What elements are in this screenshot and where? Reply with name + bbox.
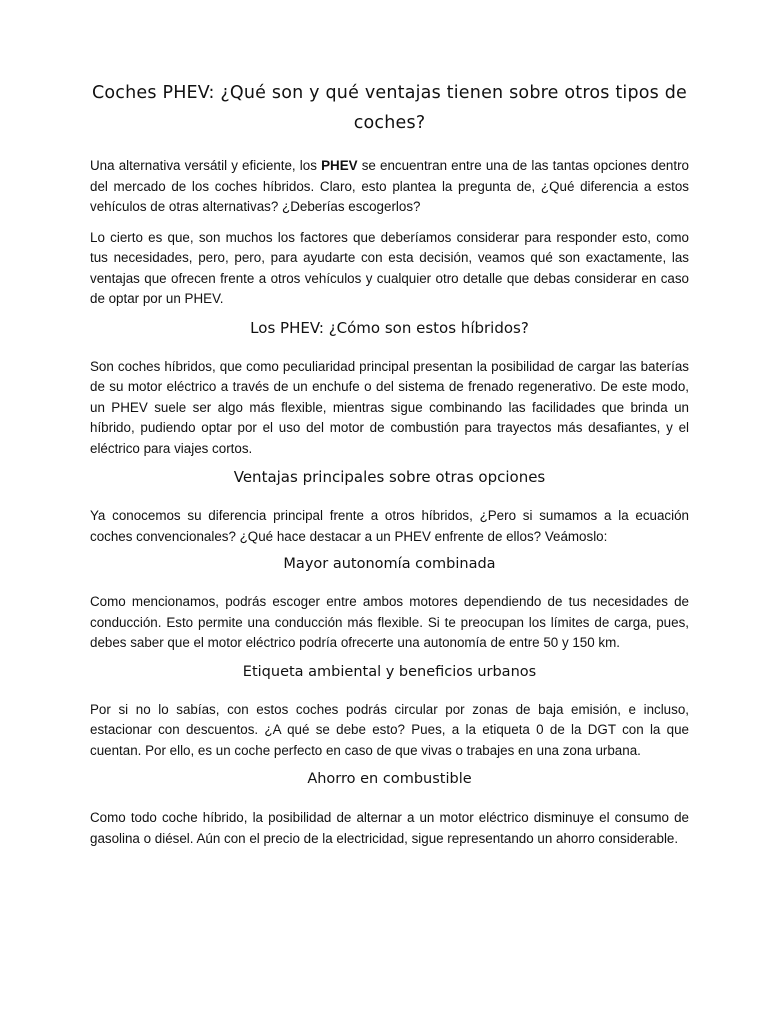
subsection-body-etiqueta: Por si no lo sabías, con estos coches podrás circular por zonas de baja emisión, e incluso, estacionar con descuentos. ¿A qué se debe esto? Pues, a la etiqueta 0 de la DGT con la que cuentan. Por ello, es un coche perfecto en caso de que vivas o trabajes en una zona urbana. (90, 701, 689, 758)
section-heading-ventajas: Ventajas principales sobre otras opciones (233, 468, 546, 486)
intro-text-start: Una alternativa versátil y eficiente, los (90, 158, 322, 173)
section-body-ventajas: Ya conocemos su diferencia principal frente a otros híbridos, ¿Pero si sumamos a la ecuación coches convencionales? ¿Qué hace destacar a un PHEV enfrente de ellos? Veámoslo: (90, 508, 689, 544)
document-title: Coches PHEV: ¿Qué son y qué ventajas tienen sobre otros tipos de coches? (91, 83, 688, 133)
section-body-los-phev: Son coches híbridos, que como peculiaridad principal presentan la posibilidad de cargar las baterías de su motor eléctrico a través de un enchufe o del sistema de frenado regenerativo. De este modo, un PHEV suele ser algo más flexible, mientras sigue combinando las facilidades que brinda un híbrido, pudiendo optar por el uso del motor de combustión para trayectos más desafiantes, y el eléctrico para viajes cortos. (90, 358, 689, 456)
subsection-body-autonomia: Como mencionamos, podrás escoger entre ambos motores dependiendo de tus necesidades de conducción. Esto permite una conducción más flexible. Si te preocupan los límites de carga, pues, debes saber que el motor eléctrico podría ofrecerte una autonomía de entre 50 y 150 km. (90, 594, 689, 650)
document-page (90, 78, 689, 849)
intro-text-end: se encuentran entre una de las tantas opciones dentro del mercado de los coches híbridos. Claro, esto plantea la pregunta de, ¿Qué diferencia a estos vehículos de otras alternativas? ¿Deberías escogerlos? (90, 158, 689, 214)
subsection-heading-ahorro: Ahorro en combustible (307, 771, 472, 787)
intro-bold-term: PHEV (321, 158, 358, 173)
intro-paragraph (90, 156, 689, 218)
section-heading-los-phev: Los PHEV: ¿Cómo son estos híbridos? (250, 318, 529, 337)
subsection-heading-autonomia: Mayor autonomía combinada (283, 556, 496, 572)
subsection-heading-etiqueta: Etiqueta ambiental y beneficios urbanos (242, 663, 537, 680)
subsection-body-ahorro: Como todo coche híbrido, la posibilidad de alternar a un motor eléctrico disminuye el consumo de gasolina o diésel. Aún con el precio de la electricidad, sigue representando un ahorro considerable. (90, 810, 689, 846)
paragraph-2: Lo cierto es que, son muchos los factores que deberíamos considerar para responder esto, como tus necesidades, pero, pero, para ayudarte con esta decisión, veamos qué son exactamente, las ventajas que ofrecen frente a otros vehículos y cualquier otro detalle que debas considerar en caso de optar por un PHEV. (90, 229, 689, 306)
